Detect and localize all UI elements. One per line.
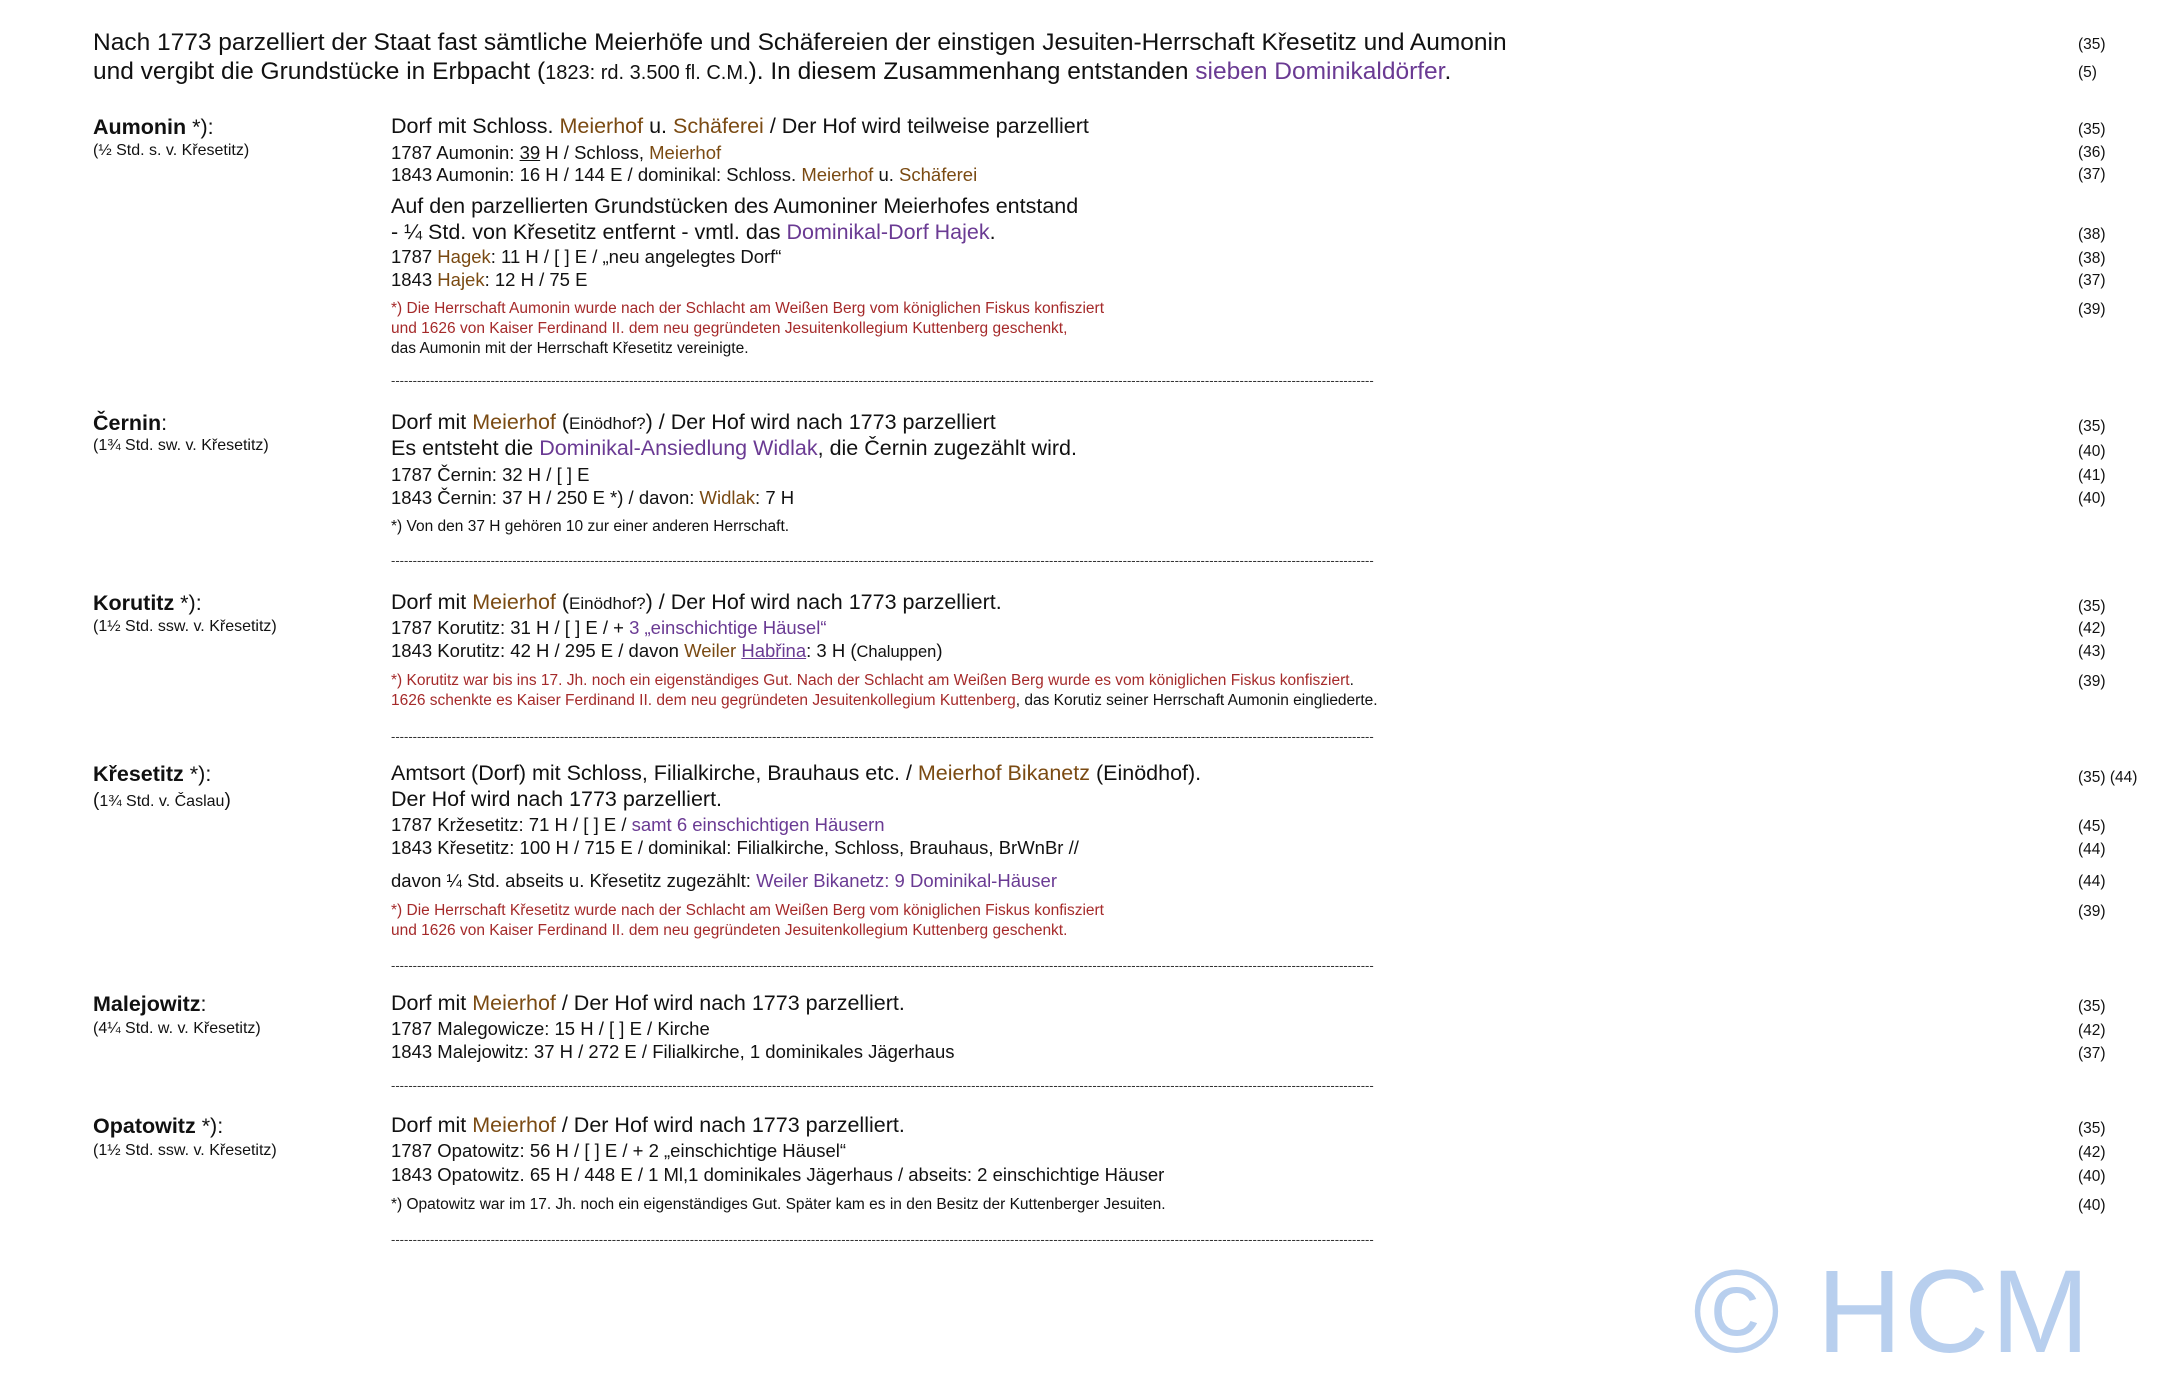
ref: (36): [2078, 144, 2106, 161]
entry-line: 1787 Aumonin: 39 H / Schloss, Meierhof: [391, 142, 722, 163]
footnote-line: *) Opatowitz war im 17. Jh. noch ein eigenständiges Gut. Später kam es in den Besitz der Kuttenberger Jesuiten.: [391, 1196, 1166, 1213]
place-name-malejowitz: Malejowitz:: [93, 992, 207, 1016]
place-distance: (1¾ Std. sw. v. Křesetitz): [93, 437, 269, 454]
entry-line: davon ¼ Std. abseits u. Křesetitz zugezählt: Weiler Bikanetz: 9 Dominikal-Häuser: [391, 870, 1057, 891]
place-name-korutitz: Korutitz *):: [93, 591, 202, 615]
place-distance: (4¼ Std. w. v. Křesetitz): [93, 1020, 261, 1037]
ref: (37): [2078, 272, 2106, 289]
entry-line: 1787 Kržesetitz: 71 H / [ ] E / samt 6 einschichtigen Häusern: [391, 814, 885, 835]
ref: (35): [2078, 1120, 2106, 1137]
ref: (42): [2078, 620, 2106, 637]
ref: (35) (44): [2078, 769, 2138, 786]
entry-line: 1843 Malejowitz: 37 H / 272 E / Filialkirche, 1 dominikales Jägerhaus: [391, 1041, 955, 1062]
footnote-line: *) Die Herrschaft Aumonin wurde nach der Schlacht am Weißen Berg vom königlichen Fiskus konfisziert: [391, 300, 1105, 317]
ref: (37): [2078, 166, 2106, 183]
entry-line: 1843 Aumonin: 16 H / 144 E / dominikal: Schloss. Meierhof u. Schäferei: [391, 164, 978, 185]
ref: (35): [2078, 121, 2106, 138]
ref: (44): [2078, 841, 2106, 858]
ref: (35): [2078, 36, 2106, 53]
ref: (42): [2078, 1144, 2106, 1161]
footnote-line: und 1626 von Kaiser Ferdinand II. dem neu gegründeten Jesuitenkollegium Kuttenberg geschenkt,: [391, 320, 1068, 337]
place-name-opatowitz: Opatowitz *):: [93, 1114, 224, 1138]
entry-line: Dorf mit Meierhof / Der Hof wird nach 1773 parzelliert.: [391, 1113, 905, 1137]
ref: (37): [2078, 1045, 2106, 1062]
place-distance: (½ Std. s. v. Křesetitz): [93, 142, 250, 159]
entry-line: 1787 Černin: 32 H / [ ] E: [391, 464, 590, 485]
footnote-line: und 1626 von Kaiser Ferdinand II. dem neu gegründeten Jesuitenkollegium Kuttenberg geschenkt.: [391, 922, 1068, 939]
link-habrina[interactable]: Habřina: [741, 640, 807, 661]
entry-line: Dorf mit Meierhof / Der Hof wird nach 1773 parzelliert.: [391, 991, 905, 1015]
entry-line: 1787 Hagek: 11 H / [ ] E / „neu angelegtes Dorf“: [391, 246, 782, 267]
separator-line: -----------------------------------------------------------------------------------------------------------------------------------------------------------------------------------------------------------------------------------: [391, 1078, 1374, 1093]
entry-line: 1787 Opatowitz: 56 H / [ ] E / + 2 „einschichtige Häusel“: [391, 1140, 847, 1161]
link-dominikal-ansiedlung-widlak[interactable]: Dominikal-Ansiedlung Widlak: [539, 436, 818, 460]
entry-line: Amtsort (Dorf) mit Schloss, Filialkirche, Brauhaus etc. / Meierhof Bikanetz (Einödhof).: [391, 761, 1202, 785]
entry-line: Dorf mit Meierhof (Einödhof?) / Der Hof wird nach 1773 parzelliert: [391, 410, 996, 434]
ref: (35): [2078, 598, 2106, 615]
link-dominikaldoerfer[interactable]: sieben Dominikaldörfer: [1195, 58, 1445, 85]
ref: (40): [2078, 443, 2106, 460]
ref: (44): [2078, 873, 2106, 890]
entry-line: 1787 Malegowicze: 15 H / [ ] E / Kirche: [391, 1018, 710, 1039]
separator-line: -----------------------------------------------------------------------------------------------------------------------------------------------------------------------------------------------------------------------------------: [391, 1232, 1374, 1247]
entry-line: 1843 Křesetitz: 100 H / 715 E / dominikal: Filialkirche, Schloss, Brauhaus, BrWnBr //: [391, 837, 1079, 858]
entry-line: Es entsteht die Dominikal-Ansiedlung Widlak, die Černin zugezählt wird.: [391, 436, 1077, 460]
intro-line-1: Nach 1773 parzelliert der Staat fast sämtliche Meierhöfe und Schäfereien der einstigen Jesuiten-Herrschaft Křesetitz und Aumonin: [93, 29, 1507, 56]
separator-line: -----------------------------------------------------------------------------------------------------------------------------------------------------------------------------------------------------------------------------------: [391, 729, 1374, 744]
ref: (39): [2078, 673, 2106, 690]
place-name-aumonin: Aumonin *):: [93, 115, 214, 139]
entry-line: Dorf mit Schloss. Meierhof u. Schäferei / Der Hof wird teilweise parzelliert: [391, 114, 1089, 138]
footnote-line: *) Die Herrschaft Křesetitz wurde nach der Schlacht am Weißen Berg vom königlichen Fiskus konfisziert: [391, 902, 1104, 919]
entry-line: Dorf mit Meierhof (Einödhof?) / Der Hof wird nach 1773 parzelliert.: [391, 590, 1002, 614]
ref: (43): [2078, 643, 2106, 660]
ref: (38): [2078, 250, 2106, 267]
ref: (35): [2078, 418, 2106, 435]
ref: (35): [2078, 998, 2106, 1015]
separator-line: -----------------------------------------------------------------------------------------------------------------------------------------------------------------------------------------------------------------------------------: [391, 553, 1374, 568]
ref: (45): [2078, 818, 2106, 835]
copyright-watermark: © HCM: [1693, 1246, 2092, 1378]
entry-line: - ¼ Std. von Křesetitz entfernt - vmtl. das Dominikal-Dorf Hajek.: [391, 220, 996, 244]
entry-line: Der Hof wird nach 1773 parzelliert.: [391, 787, 723, 811]
ref: (42): [2078, 1022, 2106, 1039]
entry-line: 1843 Opatowitz. 65 H / 448 E / 1 Ml,1 dominikales Jägerhaus / abseits: 2 einschichtige Häuser: [391, 1164, 1165, 1185]
separator-line: -----------------------------------------------------------------------------------------------------------------------------------------------------------------------------------------------------------------------------------: [391, 958, 1374, 973]
ref: (39): [2078, 903, 2106, 920]
place-distance: (1½ Std. ssw. v. Křesetitz): [93, 1142, 277, 1159]
ref: (40): [2078, 1168, 2106, 1185]
ref: (40): [2078, 1197, 2106, 1214]
footnote-line: *) Von den 37 H gehören 10 zur einer anderen Herrschaft.: [391, 518, 790, 535]
place-distance: (1½ Std. ssw. v. Křesetitz): [93, 618, 277, 635]
ref: (41): [2078, 467, 2106, 484]
ref: (5): [2078, 64, 2097, 81]
link-dominikal-dorf-hajek[interactable]: Dominikal-Dorf Hajek: [786, 220, 990, 244]
entry-line: 1843 Korutitz: 42 H / 295 E / davon Weiler Habřina: 3 H (Chaluppen): [391, 640, 943, 661]
separator-line: -----------------------------------------------------------------------------------------------------------------------------------------------------------------------------------------------------------------------------------: [391, 373, 1374, 388]
ref: (39): [2078, 301, 2106, 318]
entry-line: Auf den parzellierten Grundstücken des Aumoniner Meierhofes entstand: [391, 194, 1079, 218]
place-distance: (1¾ Std. v. Časlau): [93, 790, 231, 811]
intro-line-2: und vergibt die Grundstücke in Erbpacht (1823: rd. 3.500 fl. C.M.). In diesem Zusammenhang entstanden sieben Dominikaldörfer.: [93, 58, 1452, 85]
entry-line: 1787 Korutitz: 31 H / [ ] E / + 3 „einschichtige Häusel“: [391, 617, 827, 638]
footnote-line: 1626 schenkte es Kaiser Ferdinand II. dem neu gegründeten Jesuitenkollegium Kuttenberg, das Korutiz seiner Herrschaft Aumonin eingliederte.: [391, 692, 1378, 709]
entry-line: 1843 Hajek: 12 H / 75 E: [391, 269, 588, 290]
place-name-cernin: Černin:: [93, 411, 168, 435]
ref: (40): [2078, 490, 2106, 507]
ref: (38): [2078, 226, 2106, 243]
footnote-line: *) Korutitz war bis ins 17. Jh. noch ein eigenständiges Gut. Nach der Schlacht am Weißen Berg wurde es vom königlichen Fiskus konfisziert.: [391, 672, 1354, 689]
footnote-line: das Aumonin mit der Herrschaft Křesetitz vereinigte.: [391, 340, 749, 357]
place-name-kresetitz: Křesetitz *):: [93, 762, 212, 786]
entry-line: 1843 Černin: 37 H / 250 E *) / davon: Widlak: 7 H: [391, 487, 795, 508]
